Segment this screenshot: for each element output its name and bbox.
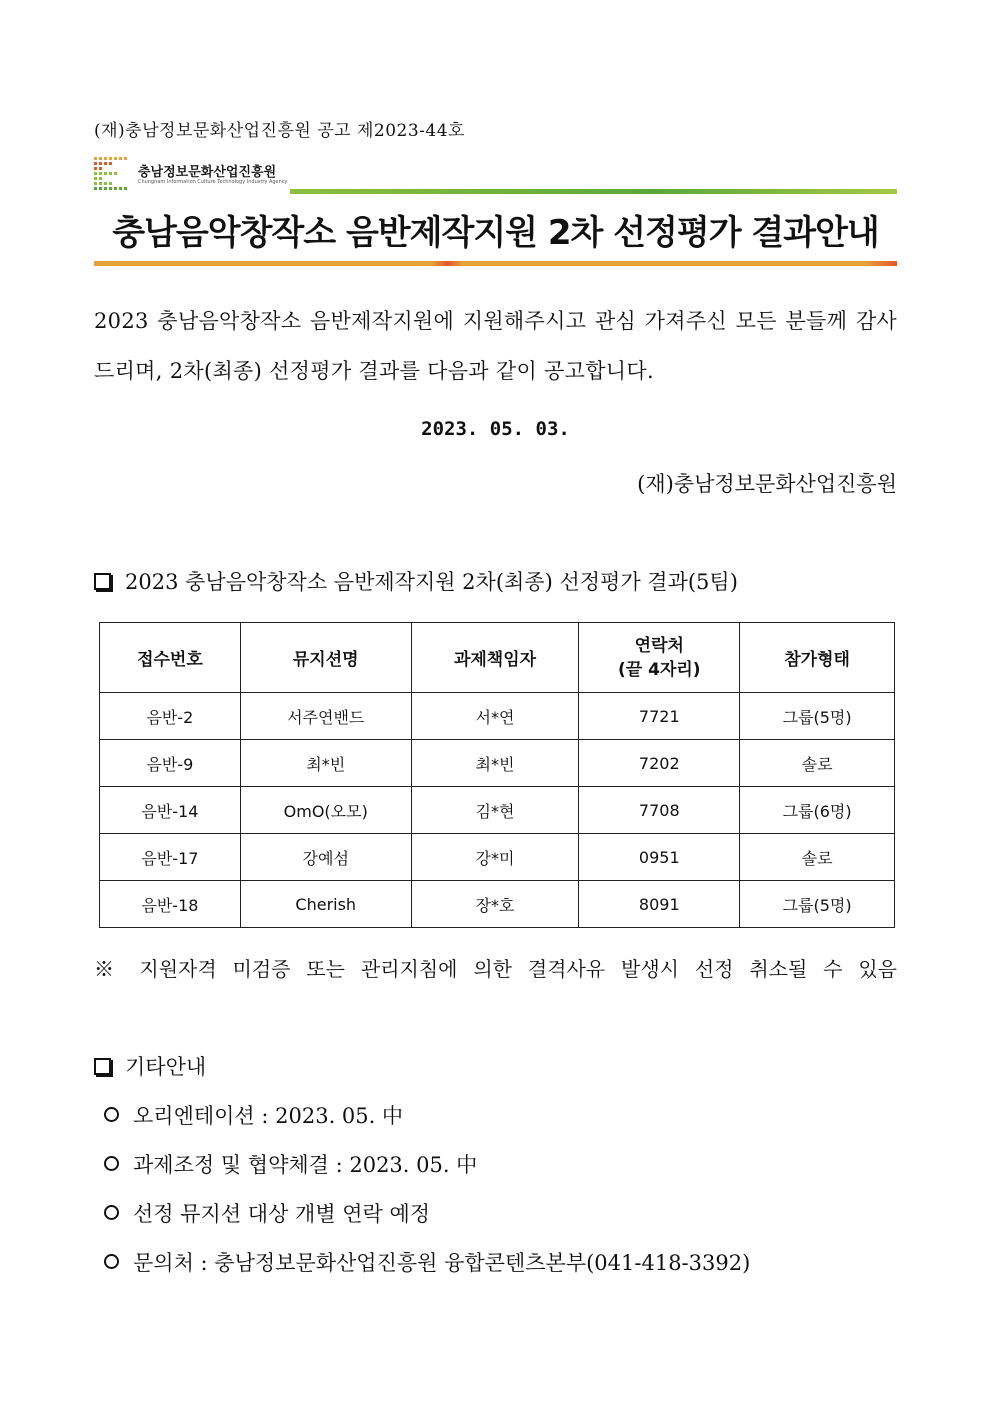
info-item-text: 선정 뮤지션 대상 개별 연락 예정 xyxy=(133,1202,431,1226)
circle-bullet-icon xyxy=(104,1254,119,1269)
section-results-label: 2023 충남음악창작소 음반제작지원 2차(최종) 선정평가 결과(5팀) xyxy=(125,570,738,594)
header-cell: 과제책임자 xyxy=(411,623,579,693)
info-item xyxy=(104,1100,403,1130)
checkbox-square-icon xyxy=(94,573,111,590)
results-table xyxy=(99,622,895,928)
section-results-heading xyxy=(94,566,738,596)
table-row xyxy=(100,787,895,834)
circle-bullet-icon xyxy=(104,1205,119,1220)
table-cell: Cherish xyxy=(240,881,411,928)
table-cell: 강*미 xyxy=(411,834,579,881)
table-header-row xyxy=(100,623,895,693)
logo-mark-icon xyxy=(94,157,130,195)
circle-bullet-icon xyxy=(104,1156,119,1171)
table-cell: 그룹(6명) xyxy=(740,787,895,834)
table-cell: 음반-17 xyxy=(100,834,241,881)
logo-name: 충남정보문화산업진흥원 xyxy=(138,165,277,180)
header-green-bar xyxy=(290,189,897,194)
table-cell: 7202 xyxy=(579,740,740,787)
table-cell: 장*호 xyxy=(411,881,579,928)
header-cell: 참가형태 xyxy=(740,623,895,693)
info-item-text: 오리엔테이션 : 2023. 05. 中 xyxy=(133,1104,404,1128)
table-cell: 서주연밴드 xyxy=(240,693,411,740)
table-row xyxy=(100,740,895,787)
table-cell: 최*빈 xyxy=(411,740,579,787)
header-cell: 뮤지션명 xyxy=(240,623,411,693)
announcement-date: 2023. 05. 03. xyxy=(421,418,570,440)
header-cell: 접수번호 xyxy=(100,623,241,693)
table-cell: 최*빈 xyxy=(240,740,411,787)
table-row xyxy=(100,834,895,881)
table-cell: 서*연 xyxy=(411,693,579,740)
table-cell: 김*현 xyxy=(411,787,579,834)
table-cell: 7721 xyxy=(579,693,740,740)
table-cell: 음반-9 xyxy=(100,740,241,787)
info-item xyxy=(104,1198,430,1228)
table-cell: 그룹(5명) xyxy=(740,881,895,928)
logo-subtitle: Chungnam Information Culture Technology Industry Agency xyxy=(138,179,288,185)
disqualification-note: ※ 지원자격 미검증 또는 관리지침에 의한 결격사유 발생시 선정 취소될 수 있음 xyxy=(94,957,897,981)
issuing-organization: (재)충남정보문화산업진흥원 xyxy=(637,472,897,496)
checkbox-square-icon xyxy=(94,1058,111,1075)
table-cell: 8091 xyxy=(579,881,740,928)
table-cell: 그룹(5명) xyxy=(740,693,895,740)
agency-logo xyxy=(94,157,288,197)
intro-paragraph: 2023 충남음악창작소 음반제작지원에 지원해주시고 관심 가져주신 모든 분들께 감사드리며, 2차(최종) 선정평가 결과를 다음과 같이 공고합니다. xyxy=(94,309,897,383)
table-cell: 강예섬 xyxy=(240,834,411,881)
page-title: 충남음악창작소 음반제작지원 2차 선정평가 결과안내 xyxy=(112,213,879,253)
header-cell: 연락처 (끝 4자리) xyxy=(579,623,740,693)
table-cell: 0951 xyxy=(579,834,740,881)
section-other-heading xyxy=(94,1051,206,1081)
table-cell: 음반-2 xyxy=(100,693,241,740)
info-item xyxy=(104,1149,477,1179)
circle-bullet-icon xyxy=(104,1107,119,1122)
table-cell: OmO(오모) xyxy=(240,787,411,834)
table-row xyxy=(100,693,895,740)
info-item-text: 문의처 : 충남정보문화산업진흥원 융합콘텐츠본부(041-418-3392) xyxy=(133,1251,751,1275)
table-row xyxy=(100,881,895,928)
section-other-label: 기타안내 xyxy=(125,1055,207,1079)
table-cell: 솔로 xyxy=(740,834,895,881)
table-cell: 음반-14 xyxy=(100,787,241,834)
table-cell: 솔로 xyxy=(740,740,895,787)
table-cell: 7708 xyxy=(579,787,740,834)
info-item-text: 과제조정 및 협약체결 : 2023. 05. 中 xyxy=(133,1153,478,1177)
info-item xyxy=(104,1247,750,1277)
title-underline xyxy=(94,261,897,266)
notice-number: (재)충남정보문화산업진흥원 공고 제2023-44호 xyxy=(94,121,465,141)
table-cell: 음반-18 xyxy=(100,881,241,928)
